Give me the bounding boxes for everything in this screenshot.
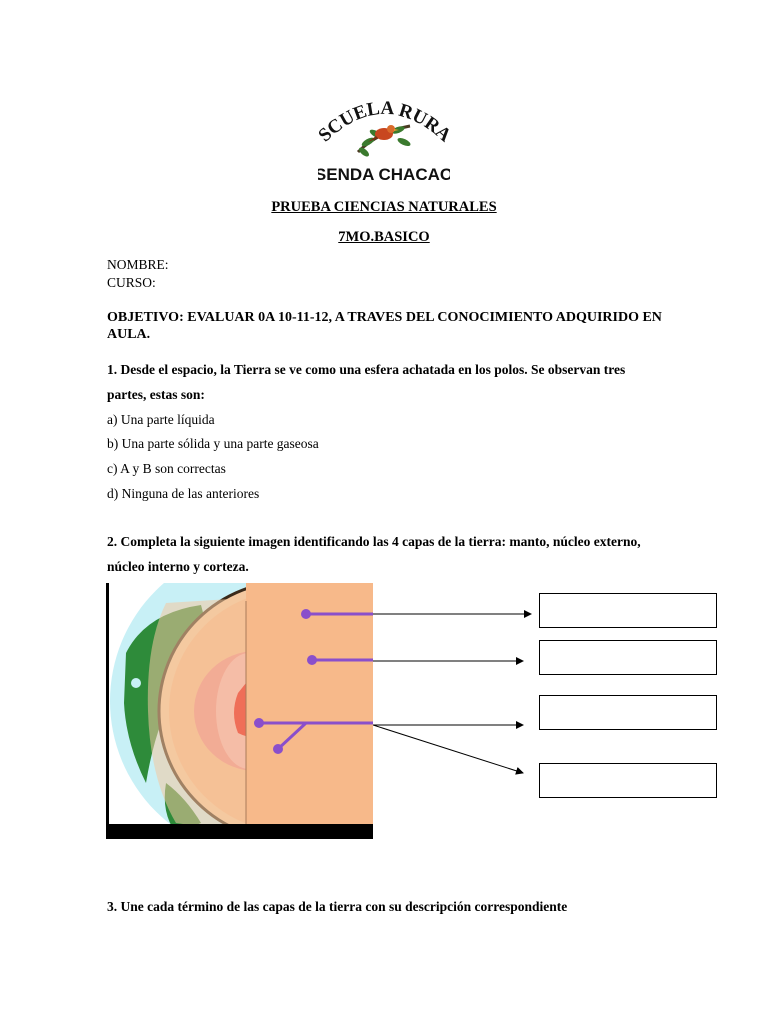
question1-option-a: a) Una parte líquida (107, 412, 215, 427)
question1-option-d: d) Ninguna de las anteriores (107, 486, 260, 501)
question1-prompt-line2: partes, estas son: (107, 387, 205, 402)
answer-box-1[interactable] (539, 593, 717, 628)
question1-option-b: b) Una parte sólida y una parte gaseosa (107, 436, 319, 451)
answer-box-3[interactable] (539, 695, 717, 730)
answer-box-4[interactable] (539, 763, 717, 798)
course-label: CURSO: (107, 275, 156, 290)
logo-line2: SENDA CHACAO (318, 165, 450, 184)
grade-title: 7MO.BASICO (338, 229, 430, 245)
logo-line1: CUELA RUR (323, 97, 444, 140)
question1-option-c: c) A y B son correctas (107, 461, 226, 476)
school-logo (318, 90, 450, 188)
page-title: PRUEBA CIENCIAS NATURALES (271, 199, 497, 215)
earth-layers-cross-section-icon (106, 583, 373, 839)
name-label: NOMBRE: (107, 257, 169, 272)
arrows-to-answer-boxes (373, 583, 539, 793)
question2-prompt-line2: núcleo interno y corteza. (107, 559, 249, 574)
answer-box-2[interactable] (539, 640, 717, 675)
question2-prompt-line1: 2. Completa la siguiente imagen identificando las 4 capas de la tierra: manto, núcleo externo, (107, 534, 641, 549)
objective-line1: OBJETIVO: EVALUAR 0A 10-11-12, A TRAVES DEL CONOCIMIENTO ADQUIRIDO EN (107, 310, 662, 325)
question1-prompt-line1: 1. Desde el espacio, la Tierra se ve como una esfera achatada en los polos. Se observan tres (107, 362, 626, 377)
objective-line2: AULA. (107, 327, 151, 342)
question3-prompt: 3. Une cada término de las capas de la tierra con su descripción correspondiente (107, 899, 568, 914)
